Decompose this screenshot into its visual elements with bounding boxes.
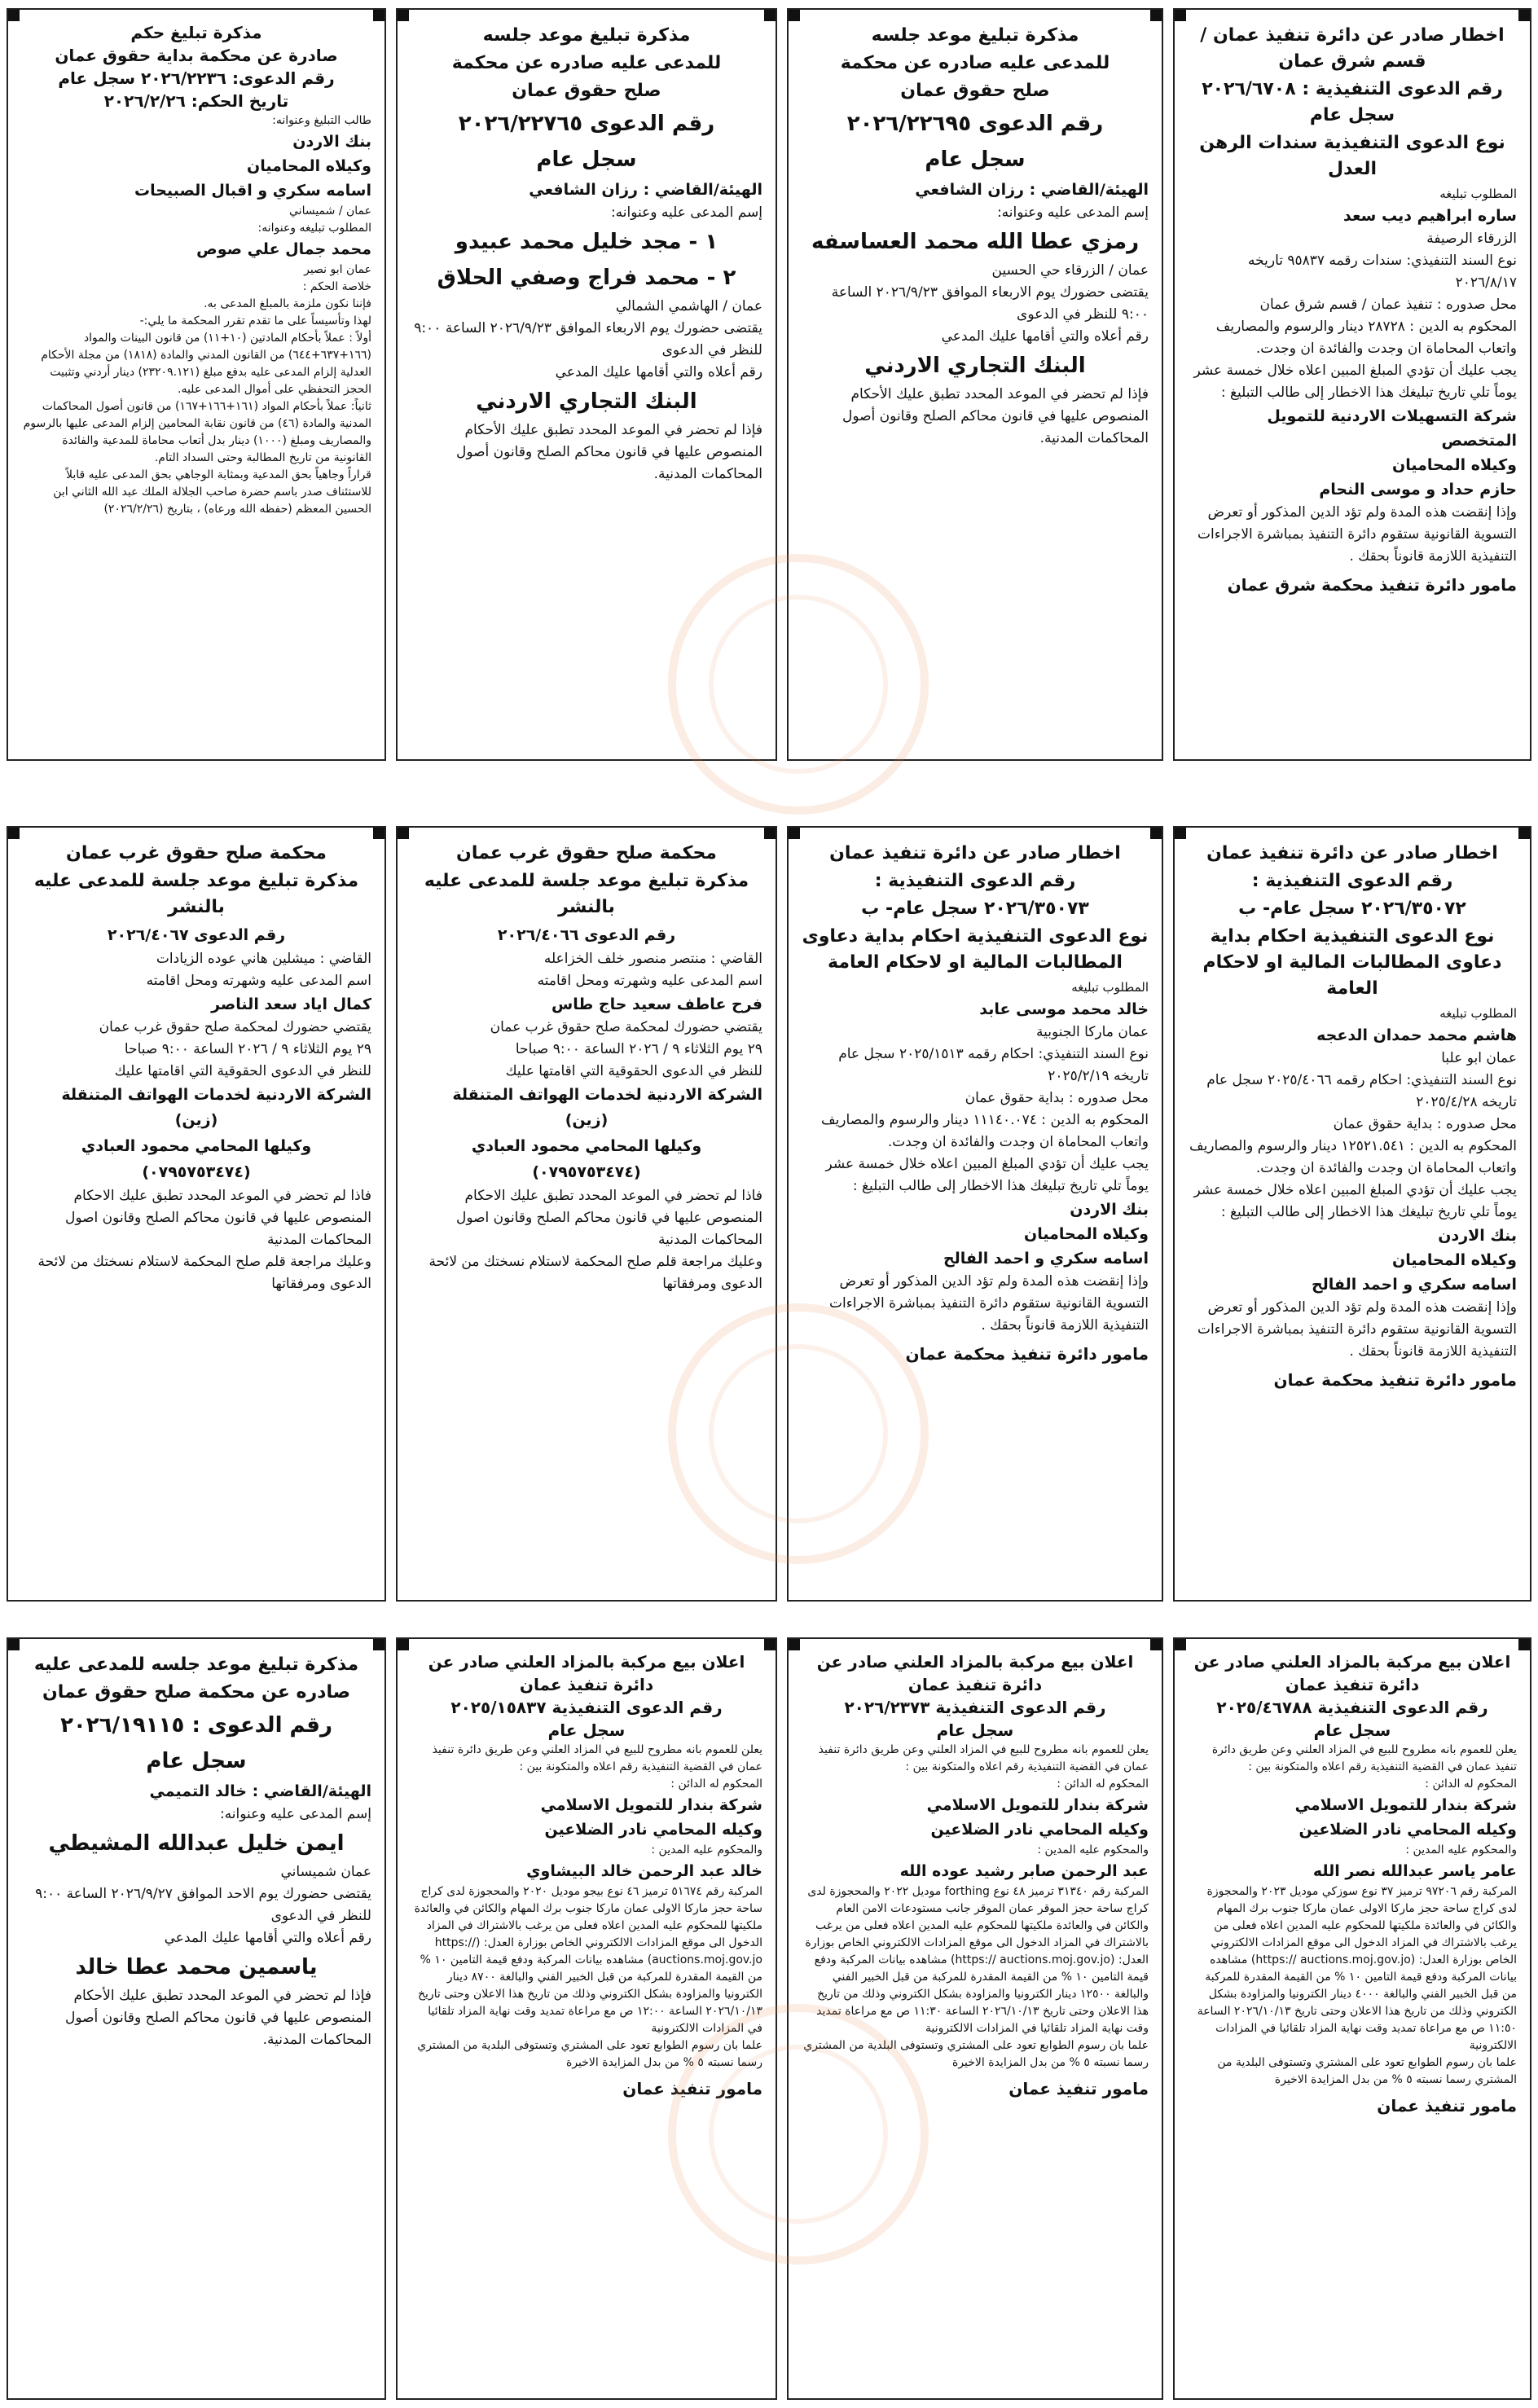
notice-line-h: مذكرة تبليغ موعد جلسة للمدعى عليه بالنشر <box>33 871 359 917</box>
notice-line-big: رقم الدعوى ٢٠٢٦/٢٢٧٦٥ <box>458 112 715 136</box>
notice-line-big: رقم الدعوى ٢٠٢٦/٢٢٦٩٥ <box>846 112 1104 136</box>
notice-line-tb: وكيله المحامي نادر الضلاعين <box>1299 1821 1517 1839</box>
notice-line-big: ياسمين محمد عطا خالد <box>75 1955 318 1980</box>
notice-west-amman-4067 <box>7 826 386 1602</box>
notice-line-label: المطلوب تبليغه <box>1071 980 1149 995</box>
notice-line-t: فإذا لم تحضر في الموعد المحدد تطبق عليك الأحكام المنصوص عليها في قانون محاكم الصلح وقانون أصول المحاكمات المدنية. <box>455 422 762 482</box>
notice-line-t: فإذا لم تحضر في الموعد المحدد تطبق عليك الأحكام المنصوص عليها في قانون محاكم الصلح وقانون أصول المحاكمات المدنية. <box>64 1988 371 2048</box>
notice-line-t: ٢٩ يوم الثلاثاء ٩ / ٢٠٢٦ الساعة ٩:٠٠ صباحا <box>124 1041 371 1057</box>
notice-hearing-19115 <box>7 1637 386 2400</box>
notice-line-tb: هاشم محمد حمدان الدعجه <box>1316 1026 1517 1044</box>
notice-line-hs: سجل عام <box>1313 1720 1391 1740</box>
notice-line-tb: الهيئة/القاضي : رزان الشافعي <box>915 181 1149 199</box>
notice-line-tb: ساره ابراهيم ديب سعد <box>1342 207 1517 225</box>
corner-mark <box>396 8 409 21</box>
notice-line-tc: (زين) <box>565 1111 609 1129</box>
notice-line-t: الزرقاء الرصيفة <box>1426 231 1517 247</box>
notice-line-hs: اعلان بيع مركبة بالمزاد العلني صادر عن دائرة تنفيذ عمان <box>816 1652 1134 1694</box>
corner-mark <box>373 8 386 21</box>
notice-line-sm: والمحكوم عليه المدين : <box>1037 1843 1149 1857</box>
notice-line-t: اسم المدعى عليه وشهرته ومحل اقامته <box>146 973 371 989</box>
notice-line-sm: أولاً : عملاً بأحكام المادتين (١٠+١١) من قانون البينات والمواد (١٦٦+٦٣٧+٦٤٤) من القانون المدني والمادة (١٨١٨) من مجلة الأحكام العدلية إلزام المدعى عليه بدفع مبلغ (٢٣٢٠٩.١٢١) دينار أردني وتثبيت الحجز التحفظي على أموال المدعى عليه. <box>41 332 371 396</box>
corner-mark <box>1173 1637 1186 1650</box>
notice-line-big: رقم الدعوى : ٢٠٢٦/١٩١١٥ <box>60 1713 332 1738</box>
corner-mark <box>764 8 777 21</box>
notice-line-big: ١ - مجد خليل محمد عبيدو <box>455 230 718 254</box>
notice-line-sm: لهذا وتأسيساً على ما تقدم تقرر المحكمة ما يلي:- <box>139 314 371 327</box>
notice-line-h: اخطار صادر عن دائرة تنفيذ عمان <box>829 843 1121 863</box>
notice-line-tb: اسامه سكري و احمد الفالح <box>943 1250 1149 1268</box>
notice-line-hs: صادرة عن محكمة بداية حقوق عمان <box>55 46 338 65</box>
notice-line-tb: الهيئة/القاضي : خالد التميمي <box>149 1782 371 1800</box>
notice-line-h: ٢٠٢٦/٣٥٠٧٢ سجل عام- ب <box>1238 899 1466 919</box>
notice-line-h: صلح حقوق عمان <box>900 81 1050 101</box>
notice-line-foot: مامور دائرة تنفيذ محكمة شرق عمان <box>1227 575 1517 595</box>
notice-line-t: القاضي : منتصر منصور خلف الخزاعله <box>543 951 762 967</box>
notice-line-sm: المركبة رقم ٥١٦٧٤ ترميز ٤٦ نوع بيجو موديل ٢٠٢٠ والمحجوزة لدى كراج ساحة حجز ماركا الاولى عمان ماركا جنوب برك المهام والكائن في والعائدة ملكيتها للمحكوم عليه المدين اعلاه فعلى من يرغب بالاشتراك في المزاد الدخول الى موقع المزادات الالكتروني الخاص بوزارة العدل: (https:// auctions.moj.gov.jo) مشاهده بيانات المركبة ودفع قيمة التامين ١٠ % من القيمة المقدرة للمركبة من قبل الخبير الفني والبالغة ٨٧٠٠ دينار الكترونيا والمزاودة بشكل الكتروني وذلك من تاريخ هذا الاعلان وحتى تاريخ ٢٠٢٦/١٠/١٣ الساعة ١٢:٠٠ ص مع مراعاة تمديد وقت نهاية المزاد تلقائيا في المزادات الالكترونية <box>414 1885 762 2035</box>
notice-line-t: وعليك مراجعة قلم صلح المحكمة لاستلام نسختك من لائحة الدعوى ومرفقاتها <box>37 1254 371 1292</box>
corner-mark <box>764 1637 777 1650</box>
notice-line-tc: (٠٧٩٥٧٥٣٤٧٤) <box>142 1163 251 1181</box>
notice-line-tb: شركة بندار للتمويل الاسلامي <box>926 1796 1149 1814</box>
notice-auction-2373 <box>787 1637 1163 2400</box>
notice-line-big: ٢ - محمد فراج وصفي الحلاق <box>437 266 736 290</box>
notice-line-t: للنظر في الدعوى الحقوقية التي اقامتها عليك <box>505 1063 762 1079</box>
notice-line-tb: اسامه سكري و اقبال الصبيحات <box>134 182 371 200</box>
notice-west-amman-4066 <box>396 826 777 1602</box>
notice-line-foot: مامور تنفيذ عمان <box>622 2079 762 2098</box>
notice-line-t: يقتضى حضورك يوم الاحد الموافق ٢٠٢٦/٩/٢٧ الساعة ٩:٠٠ للنظر في الدعوى <box>35 1886 371 1924</box>
notice-line-tb: الشركة الاردنية لخدمات الهواتف المتنقلة <box>61 1086 371 1104</box>
notice-line-hs: مذكرة تبليغ حكم <box>130 23 262 42</box>
notice-line-t: رقم أعلاه والتي أقامها عليك المدعي <box>941 328 1149 345</box>
notice-line-hs: تاريخ الحكم: ٢٠٢٦/٢/٢٦ <box>103 91 289 111</box>
notice-line-hs: سجل عام <box>547 1720 626 1740</box>
notice-line-h: اخطار صادر عن دائرة تنفيذ عمان <box>1206 843 1498 863</box>
notice-line-h: مذكرة تبليغ موعد جلسه للمدعى عليه <box>33 1654 359 1675</box>
notice-line-tb: وكيله المحامي نادر الضلاعين <box>544 1821 762 1839</box>
notice-line-h: محكمة صلح حقوق غرب عمان <box>66 843 327 863</box>
notice-line-h: للمدعى عليه صادره عن محكمة <box>451 53 722 73</box>
notice-line-big: سجل عام <box>146 1749 247 1773</box>
notice-line-foot: مامور دائرة تنفيذ محكمة عمان <box>905 1344 1149 1364</box>
notice-line-h: صلح حقوق عمان <box>512 81 661 101</box>
notice-line-tb: حازم حداد و موسى النحام <box>1319 481 1517 499</box>
notice-hearing-22765 <box>396 8 777 761</box>
notice-line-tb: فرح عاطف سعيد حاج طاس <box>551 995 762 1013</box>
notice-line-sm: قراراً وجاهياً بحق المدعية وبمثابة الوجاهي بحق المدعى عليه قابلاً للاستئناف صدر باسم حضرة صاحب الجلالة الملك عبد الله الثاني ابن الحسين المعظم (حفظه الله ورعاه) ، بتاريخ (٢٠٢٦/٢/٢٦) <box>53 468 371 516</box>
notice-line-t: محل صدوره : بداية حقوق عمان <box>1333 1116 1517 1132</box>
notice-line-hs: رقم الدعوى التنفيذية ٢٠٢٥/١٥٨٣٧ <box>450 1698 723 1717</box>
notice-line-big: سجل عام <box>536 147 637 172</box>
notice-east-amman-execution <box>1173 8 1531 761</box>
notice-line-tb: وكيلاه المحاميان <box>247 157 371 175</box>
notice-line-tb: بنك الاردن <box>1070 1201 1149 1219</box>
notice-line-t: نوع السند التنفيذي: سندات رقمه ٩٥٨٣٧ تاريخه ٢٠٢٦/٨/١٧ <box>1248 253 1517 291</box>
notice-line-t: يجب عليك أن تؤدي المبلغ المبين اعلاه خلال خمسة عشر يوماً تلي تاريخ تبليغك هذا الاخطار إلى طالب التبليغ : <box>1193 363 1517 401</box>
notice-line-t: ٢٩ يوم الثلاثاء ٩ / ٢٠٢٦ الساعة ٩:٠٠ صباحا <box>515 1041 762 1057</box>
notice-line-t: المحكوم به الدين : ٢٨٧٢٨ دينار والرسوم والمصاريف واتعاب المحاماة ان وجدت والفائدة ان وجدت. <box>1215 319 1517 357</box>
notice-line-tb: وكيلاه المحاميان <box>1024 1225 1149 1243</box>
notice-line-sm: عمان / شميساني <box>289 204 371 218</box>
notice-line-sm: يعلن للعموم بانه مطروح للبيع في المزاد العلني وعن طريق دائرة تنفيذ عمان في القضية التنفيذية رقم اعلاه والمتكونة بين : <box>818 1743 1149 1773</box>
notice-line-tb: الهيئة/القاضي : رزان الشافعي <box>529 181 762 199</box>
notice-line-t: رقم أعلاه والتي أقامها عليك المدعي <box>555 364 762 380</box>
corner-mark <box>7 826 20 839</box>
notice-line-label: المطلوب تبليغه <box>1439 187 1517 201</box>
corner-mark <box>396 826 409 839</box>
corner-mark <box>373 1637 386 1650</box>
notice-line-hs: سجل عام <box>936 1720 1014 1740</box>
corner-mark <box>787 826 800 839</box>
notice-line-h: نوع الدعوى التنفيذية احكام بداية دعاوى المطالبات المالية او لاحكام العامة <box>802 926 1149 973</box>
notice-line-t: محل صدوره : بداية حقوق عمان <box>965 1090 1149 1106</box>
notice-line-t: فإذا لم تحضر في الموعد المحدد تطبق عليك الأحكام المنصوص عليها في قانون محاكم الصلح وقانون أصول المحاكمات المدنية. <box>842 386 1149 446</box>
notice-line-h: ٢٠٢٦/٣٥٠٧٣ سجل عام- ب <box>861 899 1089 919</box>
notice-line-h: صادره عن محكمة صلح حقوق عمان <box>42 1682 350 1703</box>
corner-mark <box>1518 8 1531 21</box>
notice-line-tc: رقم الدعوى ٢٠٢٦/٤٠٦٦ <box>497 926 676 944</box>
notice-line-tb: شركة بندار للتمويل الاسلامي <box>540 1796 762 1814</box>
corner-mark <box>787 1637 800 1650</box>
notice-line-foot: مامور تنفيذ عمان <box>1008 2079 1149 2098</box>
notice-line-h: مذكرة تبليغ موعد جلسه <box>482 25 691 46</box>
notice-judgment-2236 <box>7 8 386 761</box>
notice-line-h: مذكرة تبليغ موعد جلسة للمدعى عليه بالنشر <box>424 871 749 917</box>
notice-line-tc: رقم الدعوى ٢٠٢٦/٤٠٦٧ <box>107 926 286 944</box>
notice-line-tb: وكيلاه المحاميان <box>1392 456 1517 474</box>
notice-line-sm: المركبة رقم ٣١٣٤٠ ترميز ٤٨ نوع forthing موديل ٢٠٢٢ والمحجوزة لدى كراج ساحة حجز الموقر عمان الموقر جانب مستودعات الامن العام والكائن في والعائدة ملكيتها للمحكوم عليه المدين اعلاه فعلى من يرغب بالاشتراك في المزاد الدخول الى موقع المزادات الالكتروني الخاص بوزارة العدل: (https:// auctions.moj.gov.jo) مشاهده بيانات المركبة ودفع قيمة التامين ١٠ % من القيمة المقدرة للمركبة من قبل الخبير الفني والبالغة ١٢٥٠٠ دينار الكترونيا والمزاودة بشكل الكتروني وذلك من تاريخ هذا الاعلان وحتى تاريخ ٢٠٢٦/١٠/١٣ الساعة ١١:٣٠ ص مع مراعاة تمديد وقت نهاية المزاد تلقائيا في المزادات الالكترونية <box>805 1885 1149 2035</box>
notice-line-t: عمان ماركا الجنوبية <box>1036 1024 1149 1040</box>
notice-line-h: رقم الدعوى التنفيذية : <box>1251 871 1453 891</box>
corner-mark <box>373 826 386 839</box>
notice-line-hs: رقم الدعوى: ٢٠٢٦/٢٢٣٦ سجل عام <box>58 68 335 88</box>
notice-line-sm: والمحكوم عليه المدين : <box>651 1843 762 1857</box>
corner-mark <box>1518 826 1531 839</box>
notice-line-t: يجب عليك أن تؤدي المبلغ المبين اعلاه خلال خمسة عشر يوماً تلي تاريخ تبليغك هذا الاخطار إلى طالب التبليغ : <box>1193 1182 1517 1220</box>
notice-line-sm: المحكوم له الدائن : <box>670 1777 762 1791</box>
notice-line-t: المحكوم به الدين : ١١١٤٠.٠٧٤ دينار والرسوم والمصاريف واتعاب المحاماة ان وجدت والفائدة ان وجدت. <box>820 1112 1149 1150</box>
notice-line-t: نوع السند التنفيذي: احكام رقمه ٢٠٢٥/١٥١٣ سجل عام تاريخه ٢٠٢٥/٢/١٩ <box>838 1046 1149 1084</box>
notice-line-sm: خلاصة الحكم : <box>302 280 371 293</box>
notice-line-t: محل صدوره : تنفيذ عمان / قسم شرق عمان <box>1259 297 1517 313</box>
notice-line-h: محكمة صلح حقوق غرب عمان <box>456 843 717 863</box>
notice-line-hs: اعلان بيع مركبة بالمزاد العلني صادر عن دائرة تنفيذ عمان <box>1193 1652 1511 1694</box>
notice-line-t: وإذا إنقضت هذه المدة ولم تؤد الدين المذكور أو تعرض التسوية القانونية ستقوم دائرة التنفيذ بمباشرة الاجراءات التنفيذية اللازمة قانوناً بحقك . <box>829 1273 1149 1334</box>
notice-execution-35072 <box>1173 826 1531 1602</box>
notice-line-label: المطلوب تبليغه <box>1439 1006 1517 1021</box>
notice-line-sm: عمان ابو نصير <box>304 263 371 276</box>
notice-line-sm: والمحكوم عليه المدين : <box>1405 1843 1517 1857</box>
notice-line-sm: فإننا نكون ملزمة بالمبلغ المدعى به. <box>204 297 371 310</box>
notice-execution-35073 <box>787 826 1163 1602</box>
notice-line-big: البنك التجاري الاردني <box>864 354 1086 378</box>
notice-line-h: رقم الدعوى التنفيذية : <box>874 871 1076 891</box>
notice-line-h: للمدعى عليه صادره عن محكمة <box>840 53 1110 73</box>
notice-line-sm: علما بان رسوم الطوابع تعود على المشتري وتستوفى البلدية من المشتري رسما نسبته ٥ % من بدل المزايدة الاخيرة <box>1217 2056 1517 2086</box>
notice-line-t: يقتضي حضورك لمحكمة صلح حقوق غرب عمان <box>99 1019 371 1035</box>
notice-line-hs: اعلان بيع مركبة بالمزاد العلني صادر عن دائرة تنفيذ عمان <box>428 1652 745 1694</box>
notice-line-h: نوع الدعوى التنفيذية سندات الرهن العدل <box>1199 133 1505 179</box>
notice-line-sm: علما بان رسوم الطوابع تعود على المشتري وتستوفى البلدية من المشتري رسما نسبته ٥ % من بدل المزايدة الاخيرة <box>803 2039 1149 2069</box>
notice-line-hs: رقم الدعوى التنفيذية ٢٠٢٦/٢٣٧٣ <box>844 1698 1106 1717</box>
notice-line-h: رقم الدعوى التنفيذية : ٢٠٢٦/٦٧٠٨ سجل عام <box>1202 79 1503 125</box>
notice-line-t: يقتضى حضورك يوم الاربعاء الموافق ٢٠٢٦/٩/٢٣ الساعة ٩:٠٠ للنظر في الدعوى <box>831 284 1149 323</box>
notice-line-tb: اسامه سكري و احمد الفالح <box>1311 1276 1517 1294</box>
notice-line-foot: مامور دائرة تنفيذ محكمة عمان <box>1273 1370 1517 1390</box>
notice-line-sm: المركبة رقم ٩٧٢٠٦ ترميز ٣٧ نوع سوزكي موديل ٢٠٢٣ والمحجوزة لدى كراج ساحة حجز ماركا الاولى عمان ماركا جنوب برك المهام والكائن في والعائدة ملكيتها للمحكوم عليه المدين اعلاه فعلى من يرغب بالاشتراك في المزاد الدخول الى موقع المزادات الالكتروني الخاص بوزارة العدل: (https:// auctions.moj.gov.jo) مشاهده بيانات المركبة ودفع قيمة التامين ١٠ % من القيمة المقدرة للمركبة من قبل الخبير الفني والبالغة ٤٠٠٠ دينار الكترونيا والمزاودة بشكل الكتروني وذلك من تاريخ هذا الاعلان وحتى تاريخ ٢٠٢٦/١٠/١٣ الساعة ١١:٥٠ ص مع مراعاة تمديد وقت نهاية المزاد تلقائيا في المزادات الالكترونية <box>1197 1885 1517 2052</box>
corner-mark <box>1150 826 1163 839</box>
notice-line-tb: شركة بندار للتمويل الاسلامي <box>1294 1796 1517 1814</box>
corner-mark <box>764 826 777 839</box>
notice-line-big: البنك التجاري الاردني <box>476 389 697 414</box>
notice-line-sm: المحكوم له الدائن : <box>1425 1777 1517 1791</box>
notice-line-t: نوع السند التنفيذي: احكام رقمه ٢٠٢٥/٤٠٦٦ سجل عام تاريخه ٢٠٢٥/٤/٢٨ <box>1206 1072 1517 1110</box>
notice-line-h: نوع الدعوى التنفيذية احكام بداية دعاوى المطالبات المالية او لاحكام العامة <box>1202 926 1502 999</box>
notice-line-tc: (٠٧٩٥٧٥٣٤٧٤) <box>532 1163 641 1181</box>
notice-line-t: للنظر في الدعوى الحقوقية التي اقامتها عليك <box>114 1063 371 1079</box>
notice-line-t: المحكوم به الدين : ١٢٥٢١.٥٤١ دينار والرسوم والمصاريف واتعاب المحاماة ان وجدت والفائدة ان وجدت. <box>1189 1138 1517 1176</box>
corner-mark <box>787 8 800 21</box>
notice-line-tc: وكيلها المحامي محمود العبادي <box>471 1137 702 1155</box>
notice-line-t: وإذا إنقضت هذه المدة ولم تؤد الدين المذكور أو تعرض التسوية القانونية ستقوم دائرة التنفيذ بمباشرة الاجراءات التنفيذية اللازمة قانوناً بحقك . <box>1197 1299 1517 1360</box>
notice-line-tb: وكيله المحامي نادر الضلاعين <box>930 1821 1149 1839</box>
corner-mark <box>396 1637 409 1650</box>
notice-auction-46788 <box>1173 1637 1531 2400</box>
notice-line-t: عمان / الزرقاء حي الحسين <box>991 262 1149 279</box>
notice-line-t: عمان ابو علبا <box>1441 1050 1517 1066</box>
notice-line-sm: طالب التبليغ وعنوانه: <box>272 114 371 127</box>
notice-line-t: إسم المدعى عليه وعنوانه: <box>996 204 1149 221</box>
notice-line-t: عمان / الهاشمي الشمالي <box>615 298 762 314</box>
notice-line-t: فاذا لم تحضر في الموعد المحدد تطبق عليك الاحكام المنصوص عليها في قانون محاكم الصلح وقانون اصول المحاكمات المدنية <box>64 1188 371 1248</box>
notice-line-hs: رقم الدعوى التنفيذية ٢٠٢٥/٤٦٧٨٨ <box>1216 1698 1488 1717</box>
notice-line-t: رقم أعلاه والتي أقامها عليك المدعي <box>164 1930 371 1946</box>
notice-line-big: ايمن خليل عبدالله المشيطي <box>48 1831 345 1856</box>
notice-line-big: سجل عام <box>925 147 1026 172</box>
notice-line-t: يجب عليك أن تؤدي المبلغ المبين اعلاه خلال خمسة عشر يوماً تلي تاريخ تبليغك هذا الاخطار إلى طالب التبليغ : <box>825 1156 1149 1194</box>
notice-line-tb: شركة التسهيلات الاردنية للتمويل المتخصص <box>1267 407 1517 450</box>
corner-mark <box>1150 1637 1163 1650</box>
notice-line-sm: يعلن للعموم بانه مطروح للبيع في المزاد العلني وعن طريق دائرة تنفيذ عمان في القضية التنفيذية رقم اعلاه والمتكونة بين : <box>432 1743 762 1773</box>
notice-hearing-22695 <box>787 8 1163 761</box>
corner-mark <box>7 8 20 21</box>
notice-line-tb: بنك الاردن <box>1438 1227 1517 1245</box>
corner-mark <box>1173 826 1186 839</box>
notice-line-tb: محمد جمال علي صوص <box>196 240 371 258</box>
notice-line-tb: الشركة الاردنية لخدمات الهواتف المتنقلة <box>452 1086 762 1104</box>
notice-line-tb: عامر ياسر عبدالله نصر الله <box>1312 1862 1517 1880</box>
notice-line-tb: بنك الاردن <box>292 133 371 151</box>
notice-line-tb: خالد محمد موسى عابد <box>979 1000 1149 1018</box>
corner-mark <box>1173 8 1186 21</box>
notice-line-t: القاضي : ميشلين هاني عوده الزيادات <box>156 951 371 967</box>
corner-mark <box>7 1637 20 1650</box>
notice-line-tb: عبد الرحمن صابر رشيد عوده الله <box>899 1862 1149 1880</box>
notice-line-sm: علما بان رسوم الطوابع تعود على المشتري وتستوفى البلدية من المشتري رسما نسبته ٥ % من بدل المزايدة الاخيرة <box>417 2039 762 2069</box>
notice-line-sm: المطلوب تبليغه وعنوانه: <box>257 222 371 235</box>
notice-line-sm: المحكوم له الدائن : <box>1057 1777 1149 1791</box>
notice-line-t: إسم المدعى عليه وعنوانه: <box>610 204 762 221</box>
notice-line-t: وإذا إنقضت هذه المدة ولم تؤد الدين المذكور أو تعرض التسوية القانونية ستقوم دائرة التنفيذ بمباشرة الاجراءات التنفيذية اللازمة قانوناً بحقك . <box>1197 504 1517 565</box>
notice-line-big: رمزي عطا الله محمد العساسفه <box>811 230 1140 254</box>
notice-line-h: اخطار صادر عن دائرة تنفيذ عمان / قسم شرق عمان <box>1200 25 1505 72</box>
notice-line-tb: وكيلاه المحاميان <box>1392 1251 1517 1269</box>
notice-line-t: فاذا لم تحضر في الموعد المحدد تطبق عليك الاحكام المنصوص عليها في قانون محاكم الصلح وقانون اصول المحاكمات المدنية <box>455 1188 762 1248</box>
notice-line-t: عمان شميساني <box>280 1864 371 1880</box>
notice-line-t: وعليك مراجعة قلم صلح المحكمة لاستلام نسختك من لائحة الدعوى ومرفقاتها <box>428 1254 762 1292</box>
notice-line-sm: يعلن للعموم بانه مطروح للبيع في المزاد العلني وعن طريق دائرة تنفيذ عمان في القضية التنفيذية رقم اعلاه والمتكونة بين : <box>1211 1743 1517 1773</box>
notice-line-tb: خالد عبد الرحمن خالد البيشاوي <box>526 1862 762 1880</box>
notice-line-t: اسم المدعى عليه وشهرته ومحل اقامته <box>537 973 762 989</box>
corner-mark <box>1518 1637 1531 1650</box>
notice-line-h: مذكرة تبليغ موعد جلسه <box>871 25 1079 46</box>
notice-line-foot: مامور تنفيذ عمان <box>1377 2096 1517 2116</box>
notice-line-sm: ثانياً: عملاً بأحكام المواد (١٦١+١٦٦+١٦٧) من قانون أصول المحاكمات المدنية والمادة (٤٦) من قانون نقابة المحامين إلزام المدعى عليها بالرسوم والمصاريف ومبلغ (١٠٠٠) دينار بدل أتعاب محاماة للمدعية والفائدة القانونية من تاريخ المطالبة وحتى السداد التام. <box>23 400 371 464</box>
notice-line-tb: كمال اياد سعد الناصر <box>211 995 371 1013</box>
notice-line-tc: وكيلها المحامي محمود العبادي <box>81 1137 312 1155</box>
notice-line-t: يقتضي حضورك لمحكمة صلح حقوق غرب عمان <box>490 1019 762 1035</box>
notice-line-t: إسم المدعى عليه وعنوانه: <box>219 1806 371 1822</box>
notice-line-tc: (زين) <box>174 1111 218 1129</box>
notice-line-t: يقتضى حضورك يوم الاربعاء الموافق ٢٠٢٦/٩/٢٣ الساعة ٩:٠٠ للنظر في الدعوى <box>414 320 762 358</box>
corner-mark <box>1150 8 1163 21</box>
notice-auction-15837 <box>396 1637 777 2400</box>
